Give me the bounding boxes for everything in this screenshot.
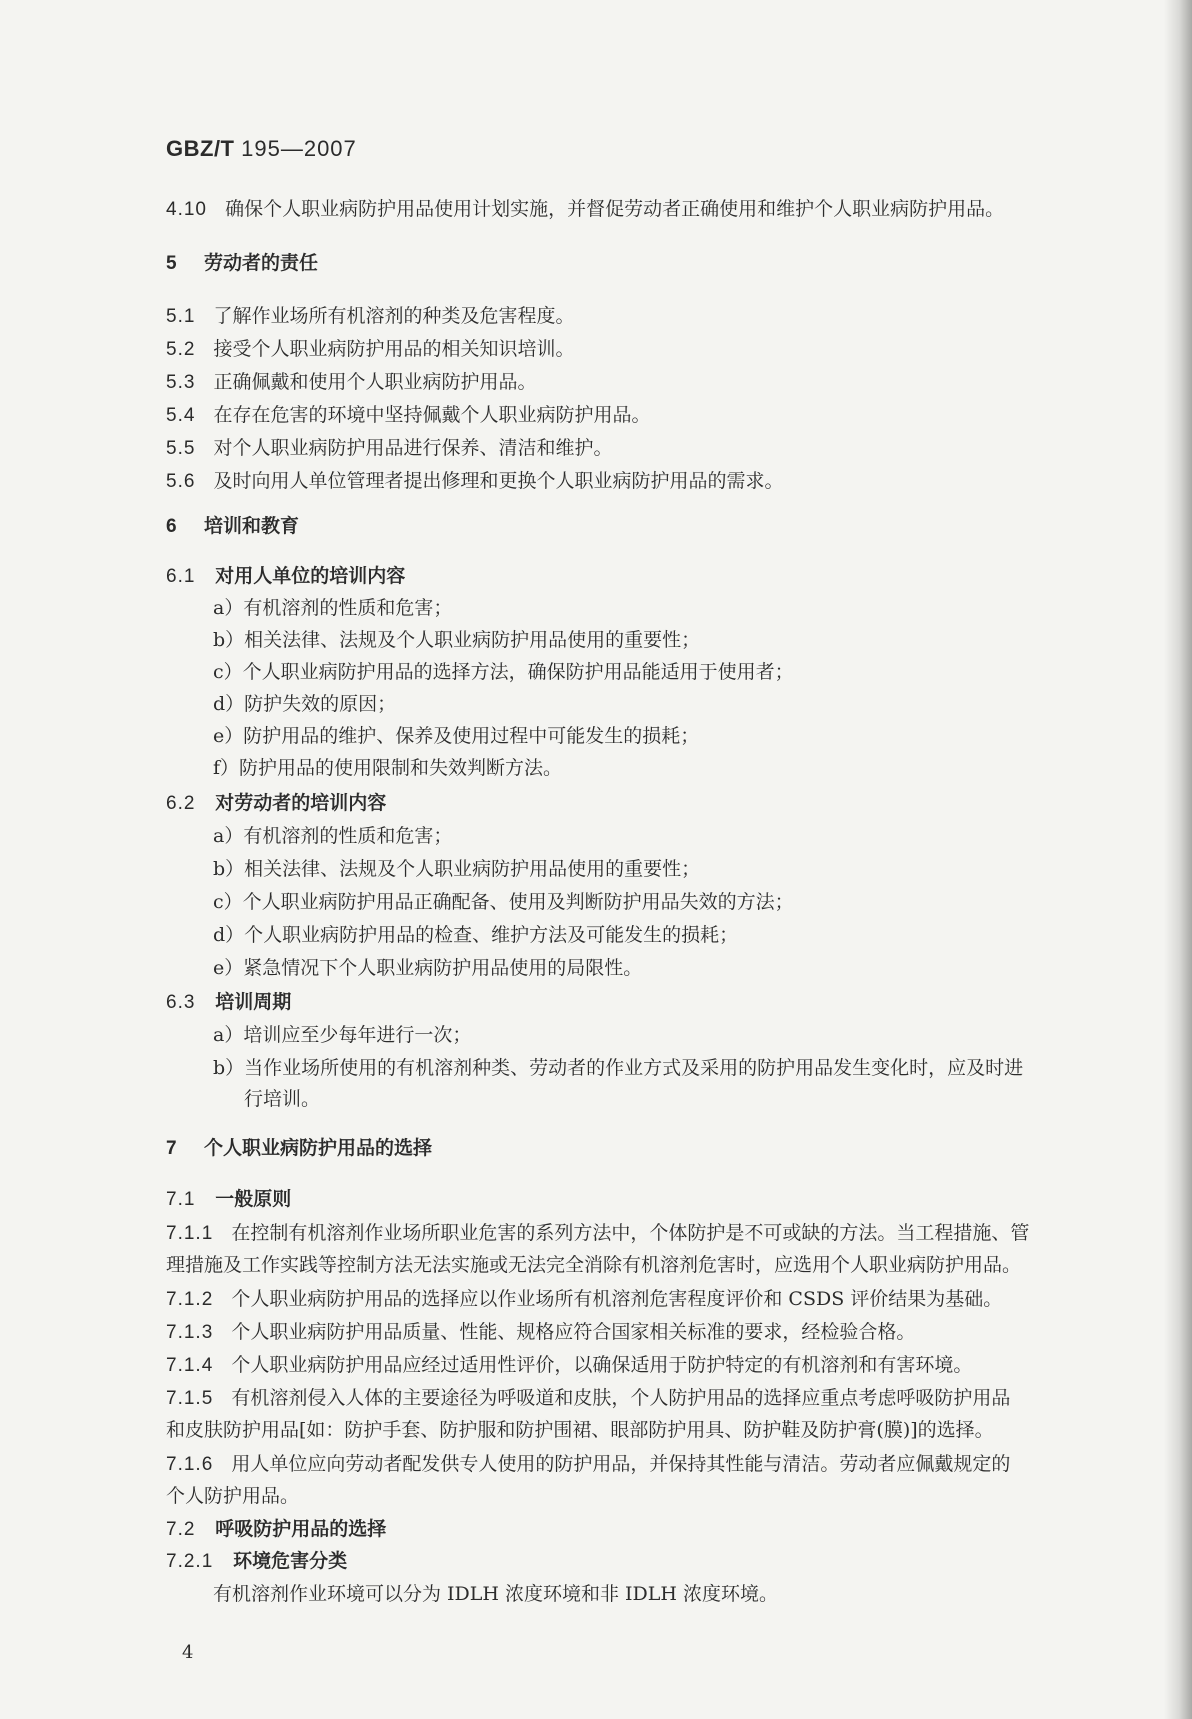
list-item: e）防护用品的维护、保养及使用过程中可能发生的损耗； [213, 725, 700, 747]
section-number: 5 [166, 253, 178, 274]
clause-text: 个人职业病防护用品质量、性能、规格应符合国家相关标准的要求，经检验合格。 [231, 1321, 916, 1343]
clause-number: 7.2 [166, 1519, 196, 1540]
clause-6-3-heading [166, 988, 291, 1017]
clause-title: 呼吸防护用品的选择 [215, 1518, 387, 1540]
clause-7-2-1-text: 有机溶剂作业环境可以分为 IDLH 浓度环境和非 IDLH 浓度环境。 [213, 1583, 779, 1605]
list-item: f）防护用品的使用限制和失效判断方法。 [213, 757, 563, 779]
clause-text: 了解作业场所有机溶剂的种类及危害程度。 [213, 305, 575, 327]
list-item: c）个人职业病防护用品正确配备、使用及判断防护用品失效的方法； [213, 891, 794, 913]
clause-number: 7.1.1 [166, 1223, 214, 1244]
clause-text: 有机溶剂侵入人体的主要途径为呼吸道和皮肤，个人防护用品的选择应重点考虑呼吸防护用品 [231, 1387, 1011, 1409]
clause-text: 个人职业病防护用品的选择应以作业场所有机溶剂危害程度评价和 CSDS 评价结果为基础。 [231, 1288, 1003, 1310]
clause-number: 5.2 [166, 339, 196, 360]
clause-number: 7.1 [166, 1189, 196, 1210]
list-item: b）当作业场所使用的有机溶剂种类、劳动者的作业方式及采用的防护用品发生变化时，应及时进 [213, 1057, 1024, 1079]
clause-title: 一般原则 [215, 1188, 292, 1210]
section-title: 培训和教育 [204, 515, 300, 537]
section-number: 7 [166, 1138, 178, 1159]
section-5-heading [166, 249, 318, 278]
clause-7-1-6-continuation: 个人防护用品。 [166, 1485, 300, 1507]
clause-title: 环境危害分类 [233, 1550, 348, 1572]
clause-text: 用人单位应向劳动者配发供专人使用的防护用品，并保持其性能与清洁。劳动者应佩戴规定的 [231, 1453, 1011, 1475]
clause-number: 5.6 [166, 471, 196, 492]
clause-6-2-heading [166, 789, 386, 818]
standard-prefix: GBZ/T [166, 136, 235, 161]
clause-title: 对用人单位的培训内容 [215, 565, 406, 587]
clause-title: 对劳动者的培训内容 [215, 792, 387, 814]
clause-5-3 [166, 368, 537, 397]
section-title: 劳动者的责任 [204, 252, 319, 274]
clause-number: 7.1.6 [166, 1454, 214, 1475]
clause-text: 及时向用人单位管理者提出修理和更换个人职业病防护用品的需求。 [213, 470, 784, 492]
clause-text: 接受个人职业病防护用品的相关知识培训。 [213, 338, 575, 360]
clause-5-1 [166, 302, 575, 331]
clause-number: 5.3 [166, 372, 196, 393]
section-number: 6 [166, 516, 178, 537]
clause-4-10 [166, 195, 1004, 224]
clause-5-2 [166, 335, 575, 364]
section-title: 个人职业病防护用品的选择 [204, 1137, 433, 1159]
clause-7-1-5 [166, 1384, 1010, 1413]
page-edge-shadow [1164, 0, 1192, 1719]
list-item: c）个人职业病防护用品的选择方法，确保防护用品能适用于使用者； [213, 661, 794, 683]
clause-number: 7.1.4 [166, 1355, 214, 1376]
clause-7-2-1-heading [166, 1547, 347, 1576]
clause-number: 6.3 [166, 992, 196, 1013]
clause-7-1-6 [166, 1450, 1010, 1479]
list-item: d）防护失效的原因； [213, 693, 397, 715]
clause-7-1-5-continuation: 和皮肤防护用品[如：防护手套、防护服和防护围裙、眼部防护用具、防护鞋及防护膏(膜)]的选择。 [166, 1419, 994, 1441]
clause-6-1-heading [166, 562, 405, 591]
clause-5-6 [166, 467, 784, 496]
list-item: a）有机溶剂的性质和危害； [213, 825, 453, 847]
clause-title: 培训周期 [215, 991, 292, 1013]
clause-text: 确保个人职业病防护用品使用计划实施，并督促劳动者正确使用和维护个人职业病防护用品。 [225, 198, 1005, 220]
clause-number: 7.1.5 [166, 1388, 214, 1409]
clause-number: 4.10 [166, 199, 207, 220]
section-7-heading [166, 1134, 432, 1163]
clause-number: 7.1.3 [166, 1322, 214, 1343]
clause-7-1-4 [166, 1351, 972, 1380]
page-number: 4 [182, 1642, 194, 1663]
list-item: b）相关法律、法规及个人职业病防护用品使用的重要性； [213, 858, 701, 880]
clause-number: 5.1 [166, 306, 196, 327]
clause-text: 对个人职业病防护用品进行保养、清洁和维护。 [213, 437, 613, 459]
clause-number: 6.1 [166, 566, 196, 587]
clause-7-2-heading [166, 1515, 386, 1544]
clause-7-1-1 [166, 1219, 1029, 1248]
clause-text: 正确佩戴和使用个人职业病防护用品。 [213, 371, 537, 393]
clause-number: 7.1.2 [166, 1289, 214, 1310]
list-item: b）相关法律、法规及个人职业病防护用品使用的重要性； [213, 629, 701, 651]
list-item: a）有机溶剂的性质和危害； [213, 597, 453, 619]
clause-7-1-1-continuation: 理措施及工作实践等控制方法无法实施或无法完全消除有机溶剂危害时，应选用个人职业病防护用品。 [166, 1254, 1022, 1276]
clause-number: 6.2 [166, 793, 196, 814]
list-item-continuation: 行培训。 [244, 1088, 321, 1110]
clause-7-1-3 [166, 1318, 915, 1347]
document-header [166, 136, 357, 162]
clause-text: 在控制有机溶剂作业场所职业危害的系列方法中，个体防护是不可或缺的方法。当工程措施、管 [231, 1222, 1030, 1244]
clause-text: 在存在危害的环境中坚持佩戴个人职业病防护用品。 [213, 404, 651, 426]
clause-number: 5.4 [166, 405, 196, 426]
list-item: a）培训应至少每年进行一次； [213, 1024, 472, 1046]
clause-number: 7.2.1 [166, 1551, 214, 1572]
section-6-heading [166, 512, 299, 541]
clause-number: 5.5 [166, 438, 196, 459]
clause-5-5 [166, 434, 613, 463]
clause-7-1-heading [166, 1185, 291, 1214]
standard-code: 195—2007 [241, 136, 357, 161]
list-item: e）紧急情况下个人职业病防护用品使用的局限性。 [213, 957, 643, 979]
clause-text: 个人职业病防护用品应经过适用性评价，以确保适用于防护特定的有机溶剂和有害环境。 [231, 1354, 973, 1376]
clause-5-4 [166, 401, 651, 430]
list-item: d）个人职业病防护用品的检查、维护方法及可能发生的损耗； [213, 924, 739, 946]
clause-7-1-2 [166, 1285, 1002, 1314]
